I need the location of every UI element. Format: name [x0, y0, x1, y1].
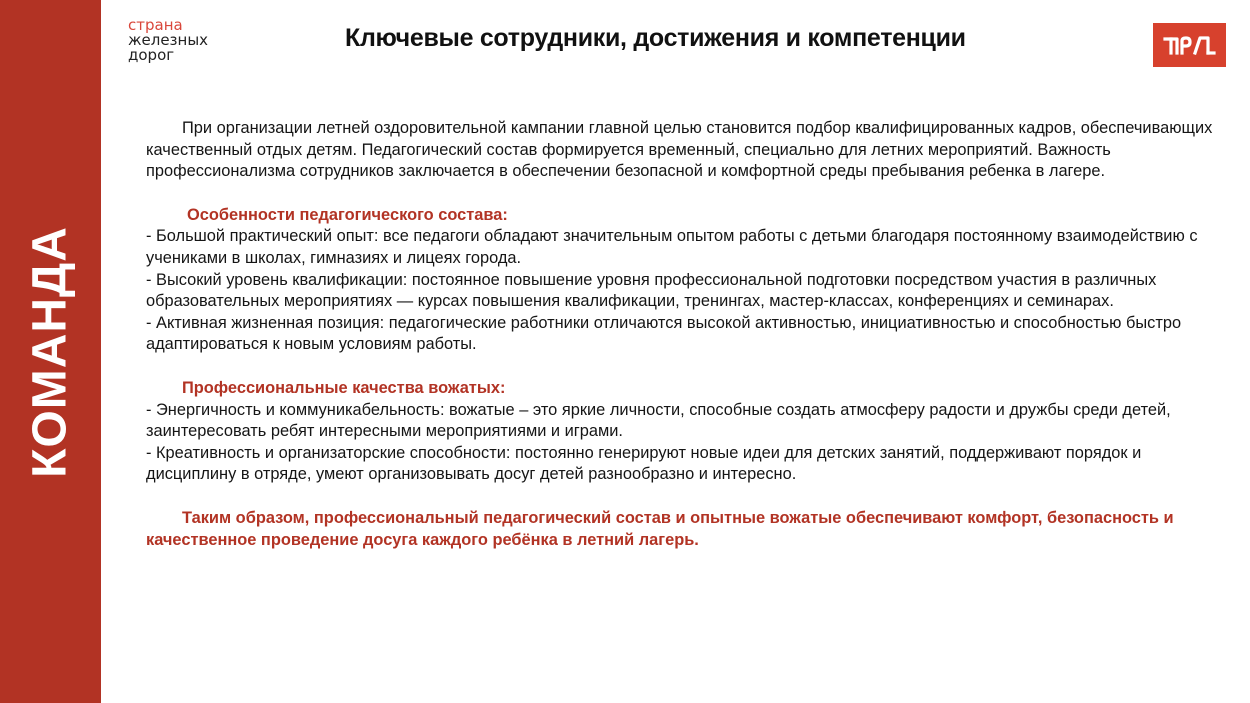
- brand-wordmark: [128, 18, 208, 63]
- list-item: - Активная жизненная позиция: педагогические работники отличаются высокой активностью, инициативностью и способностью быстро адаптироваться к новым условиям работы.: [146, 313, 1182, 354]
- intro-paragraph: При организации летней оздоровительной кампании главной целью становится подбор квалифицированных кадров, обеспечивающих качественный отдых детям. Педагогический состав формируется временный, специально для летних мероприятий. Важность профессионализма сотрудников заключается в обеспечении безопасной и комфортной среды пребывания ребенка в лагере.: [146, 119, 1213, 181]
- list-item: - Высокий уровень квалификации: постоянное повышение уровня профессиональной подготовки посредством участия в различных образовательных мероприятиях — курсах повышения квалификации, тренингах, мастер-классах, конференциях и семинарах.: [146, 270, 1157, 311]
- section-heading-counselors: Профессиональные качества вожатых:: [182, 378, 506, 397]
- brand-line-1: страна: [128, 16, 183, 34]
- section-heading-pedagogues: Особенности педагогического состава:: [187, 205, 508, 224]
- brand-line-3: дорог: [128, 46, 175, 64]
- conclusion-paragraph: Таким образом, профессиональный педагогический состав и опытные вожатые обеспечивают комфорт, безопасность и качественное проведение досуга каждого ребёнка в летний лагерь.: [146, 508, 1174, 549]
- page-title: Ключевые сотрудники, достижения и компетенции: [345, 24, 966, 52]
- rzd-logo-icon: [1153, 23, 1226, 67]
- slide-body: [146, 118, 1216, 551]
- list-item: - Креативность и организаторские способности: постоянно генерируют новые идеи для детских занятий, поддерживают порядок и дисциплину в отряде, умеют организовывать досуг детей разнообразно и интересно.: [146, 443, 1142, 484]
- brand-line-2: железных: [128, 31, 209, 49]
- list-item: - Большой практический опыт: все педагоги обладают значительным опытом работы с детьми благодаря постоянному взаимодействию с учениками в школах, гимназиях и лицеях города.: [146, 227, 1198, 267]
- rzd-logo-glyph-icon: [1162, 33, 1218, 57]
- list-item: - Энергичность и коммуникабельность: вожатые – это яркие личности, способные создать атмосферу радости и дружбы среди детей, заинтересовать ребят интересными мероприятиями и играми.: [146, 400, 1171, 441]
- section-label: КОМАНДА: [23, 226, 77, 478]
- sidebar-band: [0, 0, 101, 703]
